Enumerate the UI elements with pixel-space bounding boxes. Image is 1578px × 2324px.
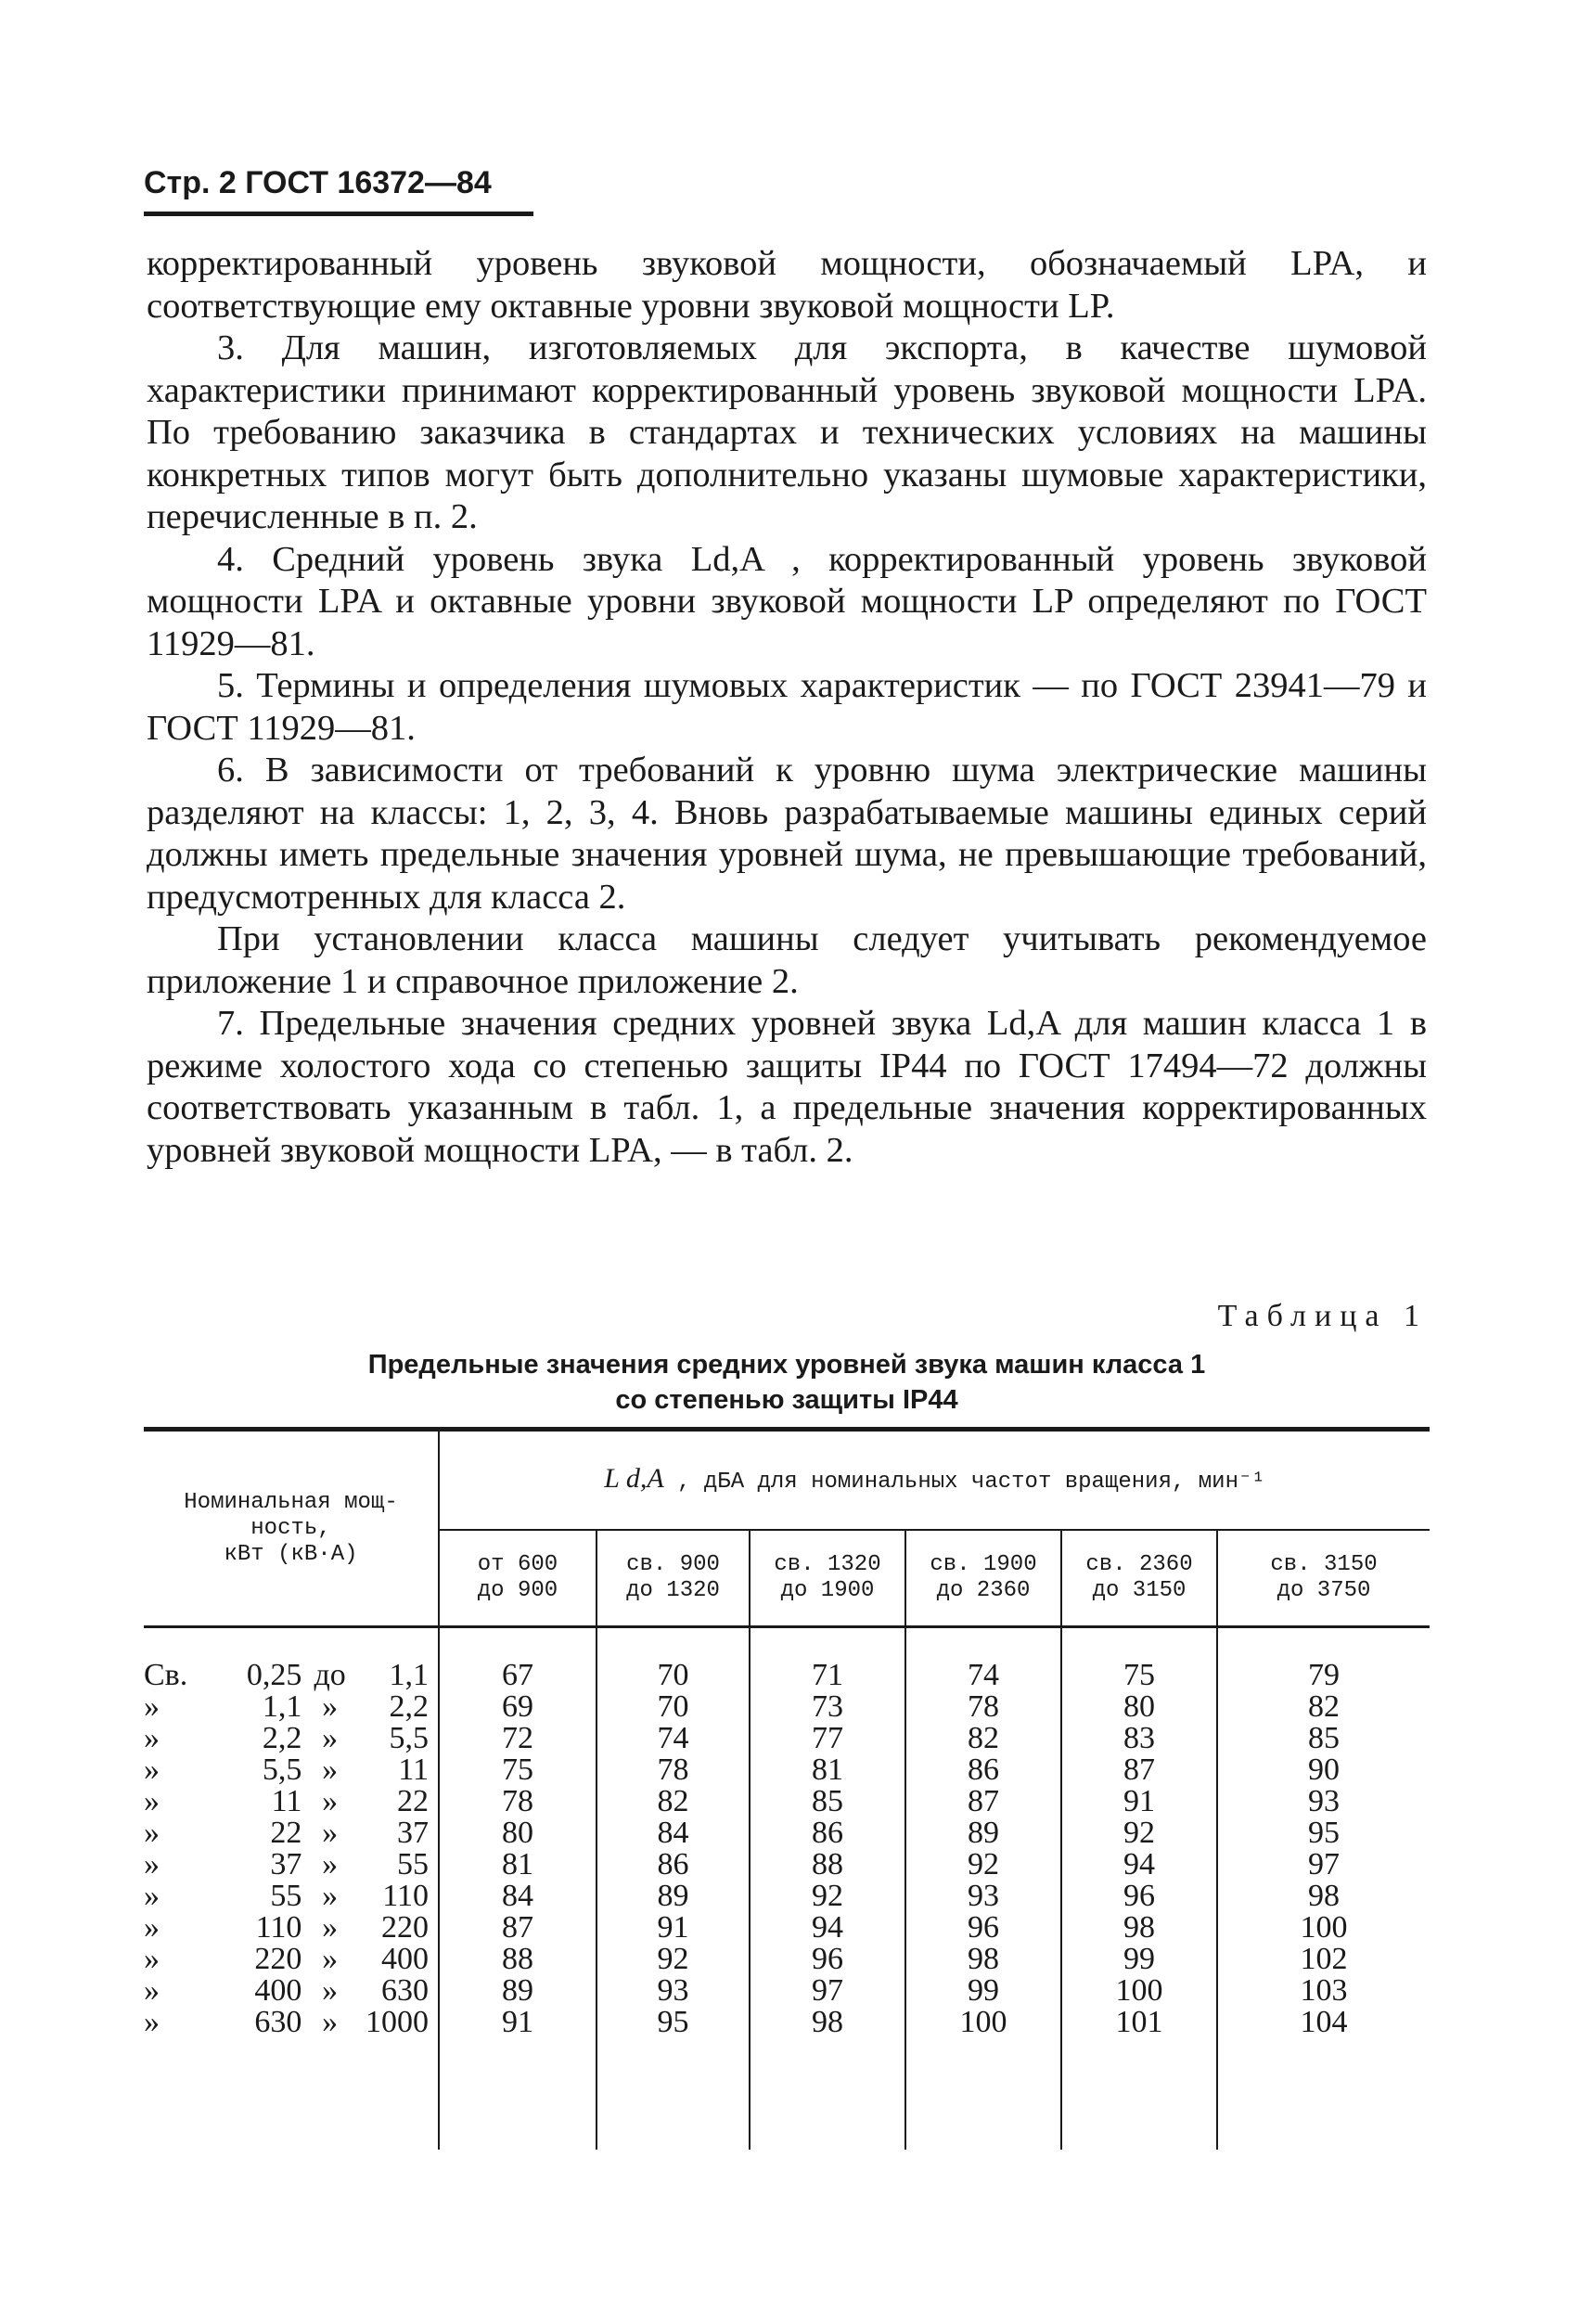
sound-level-cell: 84 xyxy=(597,1817,750,1849)
power-range-mid: » xyxy=(322,1784,339,1818)
power-range-from: 5,5 xyxy=(262,1753,302,1787)
table-label: Таблица 1 xyxy=(1217,1299,1428,1333)
table-body xyxy=(144,1627,1430,2151)
sound-level-cell: 104 xyxy=(1300,2005,1348,2039)
sound-level-cell: 72 xyxy=(439,1723,597,1754)
power-range-from: 400 xyxy=(254,1973,302,2008)
header-rule xyxy=(144,212,533,216)
page-header: Стр. 2 ГОСТ 16372—84 xyxy=(144,165,492,200)
sound-level-cell: 86 xyxy=(750,1817,905,1849)
power-range-to: 630 xyxy=(380,1973,429,2008)
power-range-mid: до xyxy=(314,1658,346,1692)
sound-level-cell: 96 xyxy=(750,1944,905,1975)
power-range-from: 1,1 xyxy=(262,1689,302,1724)
sound-level-cell: 96 xyxy=(905,1912,1061,1944)
sound-level-cell: 86 xyxy=(597,1849,750,1881)
sound-level-cell: 82 xyxy=(905,1723,1061,1754)
sound-level-cell: 77 xyxy=(750,1723,905,1754)
sound-level-cell: 87 xyxy=(1061,1754,1217,1786)
power-range-pre: » xyxy=(144,1942,160,1976)
sound-level-cell: 91 xyxy=(1061,1786,1217,1817)
sound-level-cell: 92 xyxy=(905,1849,1061,1881)
table-title-line: Предельные значения средних уровней звука машин класса 1 xyxy=(367,1350,1206,1380)
ld-symbol: L d,A xyxy=(604,1462,664,1494)
power-range-to: 55 xyxy=(396,1847,429,1881)
power-range-cell xyxy=(144,1660,439,1691)
power-range-pre: » xyxy=(144,1816,160,1850)
sound-level-cell: 93 xyxy=(597,1975,750,2007)
power-range-mid: » xyxy=(322,1816,339,1850)
power-column-header: Номинальная мощ- ность, кВт (кВ·А) xyxy=(144,1430,439,1627)
power-range-from: 0,25 xyxy=(246,1658,302,1692)
paragraph: корректированный уровень звуковой мощности, обозначаемый LPA, и соответствующие ему октавные уровни звуковой мощности LP. xyxy=(147,244,1427,326)
sound-level-cell: 82 xyxy=(597,1786,750,1817)
sound-level-cell: 85 xyxy=(1308,1721,1341,1755)
sound-level-cell: 70 xyxy=(597,1660,750,1691)
sound-level-cell: 84 xyxy=(439,1881,597,1912)
sound-level-cell: 94 xyxy=(750,1912,905,1944)
sound-level-cell: 71 xyxy=(750,1660,905,1691)
table-row xyxy=(144,1881,1430,1912)
power-range-mid: » xyxy=(322,1879,339,1913)
power-range-mid: » xyxy=(322,1973,339,2008)
paragraph: 4. Средний уровень звука Ld,A , корректированный уровень звуковой мощности LPA и октавные уровни звуковой мощности LP определяют по ГОСТ 11929—81. xyxy=(147,539,1427,663)
sound-level-cell: 98 xyxy=(1308,1879,1341,1913)
sound-level-cell: 78 xyxy=(439,1786,597,1817)
table-row xyxy=(144,1786,1430,1817)
power-range-from: 110 xyxy=(255,1910,302,1945)
sound-level-cell: 93 xyxy=(1308,1784,1341,1818)
power-range-cell xyxy=(144,1975,439,2007)
sound-level-cell: 75 xyxy=(439,1754,597,1786)
power-range-mid: » xyxy=(322,1910,339,1945)
sound-level-cell: 78 xyxy=(905,1691,1061,1723)
table-row xyxy=(144,1817,1430,1849)
sound-level-cell: 79 xyxy=(1308,1658,1341,1692)
sound-level-cell: 85 xyxy=(750,1786,905,1817)
power-range-from: 220 xyxy=(254,1942,302,1976)
sound-level-cell: 89 xyxy=(439,1975,597,2007)
paragraph: 7. Предельные значения средних уровней звука Ld,A для машин класса 1 в режиме холостого хода со степенью защиты IP44 по ГОСТ 17494—72 должны соответствовать указанным в табл. 1, а предельные значения корректированных уровней звуковой мощности LPA, — в табл. 2. xyxy=(147,1004,1427,1170)
sound-level-cell: 99 xyxy=(905,1975,1061,2007)
power-range-to: 37 xyxy=(396,1816,429,1850)
power-range-cell xyxy=(144,1817,439,1849)
sound-level-cell: 101 xyxy=(1061,2007,1217,2038)
sound-level-cell: 69 xyxy=(439,1691,597,1723)
power-range-cell xyxy=(144,1754,439,1786)
sound-level-cell: 91 xyxy=(597,1912,750,1944)
power-range-to: 110 xyxy=(382,1879,429,1913)
sound-level-cell: 99 xyxy=(1061,1944,1217,1975)
table-title-line: со степенью защиты IP44 xyxy=(615,1385,958,1415)
sound-level-cell: 70 xyxy=(597,1691,750,1723)
table-row xyxy=(144,1723,1430,1754)
sound-level-cell: 81 xyxy=(750,1754,905,1786)
sound-level-cell: 80 xyxy=(439,1817,597,1849)
sound-level-cell: 95 xyxy=(1308,1816,1341,1850)
freq-header: от 600 до 900 xyxy=(439,1530,597,1627)
sound-level-cell: 87 xyxy=(905,1786,1061,1817)
power-range-pre: » xyxy=(144,1689,160,1724)
table-row xyxy=(144,1912,1430,1944)
power-range-pre: » xyxy=(144,1879,160,1913)
power-range-pre: » xyxy=(144,2005,160,2039)
sound-level-cell: 75 xyxy=(1061,1660,1217,1691)
power-range-mid: » xyxy=(322,1753,339,1787)
power-range-to: 400 xyxy=(380,1942,429,1976)
power-range-to: 2,2 xyxy=(389,1689,429,1724)
power-range-to: 22 xyxy=(396,1784,429,1818)
sound-level-cell: 97 xyxy=(750,1975,905,2007)
power-range-pre: Св. xyxy=(144,1658,188,1692)
freq-header: св. 3150 до 3750 xyxy=(1217,1530,1430,1627)
freq-header: св. 2360 до 3150 xyxy=(1061,1530,1217,1627)
table-row xyxy=(144,1754,1430,1786)
power-range-cell xyxy=(144,1691,439,1723)
power-range-pre: » xyxy=(144,1973,160,2008)
sound-level-cell: 100 xyxy=(1061,1975,1217,2007)
power-range-pre: » xyxy=(144,1910,160,1945)
table-row xyxy=(144,1691,1430,1723)
sound-level-cell: 83 xyxy=(1061,1723,1217,1754)
power-range-to: 1,1 xyxy=(389,1658,429,1692)
paragraph: 6. В зависимости от требований к уровню шума электрические машины разделяют на классы: 1, 2, 3, 4. Вновь разрабатываемые машины единых серий должны иметь предельные значения уровней шума, не превышающие требований, предусмотренных для класса 2. xyxy=(147,751,1427,917)
power-range-from: 630 xyxy=(254,2005,302,2039)
sound-level-cell: 91 xyxy=(439,2007,597,2038)
power-range-cell xyxy=(144,1881,439,1912)
power-range-cell xyxy=(144,1849,439,1881)
power-range-mid: » xyxy=(322,1942,339,1976)
sound-level-cell: 100 xyxy=(1300,1910,1348,1945)
power-range-pre: » xyxy=(144,1847,160,1881)
power-range-cell xyxy=(144,1944,439,1975)
power-range-from: 55 xyxy=(270,1879,302,1913)
sound-level-cell: 89 xyxy=(597,1881,750,1912)
power-range-cell xyxy=(144,1723,439,1754)
power-range-to: 5,5 xyxy=(389,1721,429,1755)
freq-header: св. 1320 до 1900 xyxy=(750,1530,905,1627)
sound-level-cell: 82 xyxy=(1308,1689,1341,1724)
power-range-to: 1000 xyxy=(365,2005,429,2039)
paragraph: 3. Для машин, изготовляемых для экспорта, в качестве шумовой характеристики принимают корректированный уровень звуковой мощности LPA. По требованию заказчика в стандартах и технических условиях на машины конкретных типов могут быть дополнительно указаны шумовые характеристики, перечисленные в п. 2. xyxy=(147,328,1427,536)
sound-level-cell: 92 xyxy=(597,1944,750,1975)
sound-level-cell: 98 xyxy=(750,2007,905,2038)
table-row xyxy=(144,1975,1430,2007)
sound-level-cell: 86 xyxy=(905,1754,1061,1786)
sound-level-cell: 73 xyxy=(750,1691,905,1723)
sound-level-cell: 95 xyxy=(597,2007,750,2038)
sound-level-cell: 74 xyxy=(597,1723,750,1754)
sound-level-cell: 92 xyxy=(750,1881,905,1912)
power-range-mid: » xyxy=(322,2005,339,2039)
sound-level-cell: 103 xyxy=(1300,1973,1348,2008)
noise-limits-table xyxy=(144,1427,1430,2150)
power-range-pre: » xyxy=(144,1721,160,1755)
table-row xyxy=(144,1849,1430,1881)
paragraph: 5. Термины и определения шумовых характеристик — по ГОСТ 23941—79 и ГОСТ 11929—81. xyxy=(147,666,1427,748)
power-range-cell xyxy=(144,2007,439,2038)
power-range-to: 11 xyxy=(398,1753,429,1787)
sound-level-cell: 87 xyxy=(439,1912,597,1944)
sound-level-header xyxy=(439,1430,1430,1531)
freq-header: св. 900 до 1320 xyxy=(597,1530,750,1627)
sound-level-cell: 98 xyxy=(1061,1912,1217,1944)
power-range-pre: » xyxy=(144,1753,160,1787)
sound-level-cell: 92 xyxy=(1061,1817,1217,1849)
sound-level-cell: 98 xyxy=(905,1944,1061,1975)
power-range-from: 2,2 xyxy=(262,1721,302,1755)
power-range-pre: » xyxy=(144,1784,160,1818)
table-row xyxy=(144,2007,1430,2038)
sound-level-cell: 80 xyxy=(1061,1691,1217,1723)
freq-header: св. 1900 до 2360 xyxy=(905,1530,1061,1627)
table-title xyxy=(144,1347,1430,1418)
power-range-mid: » xyxy=(322,1689,339,1724)
sound-level-cell: 67 xyxy=(439,1660,597,1691)
sound-level-cell: 74 xyxy=(905,1660,1061,1691)
power-range-cell xyxy=(144,1912,439,1944)
ld-header-text: , дБА для номинальных частот вращения, мин⁻¹ xyxy=(677,1469,1265,1495)
sound-level-cell: 81 xyxy=(439,1849,597,1881)
body-text xyxy=(147,243,1427,1172)
sound-level-cell: 93 xyxy=(905,1881,1061,1912)
paragraph: При установлении класса машины следует учитывать рекомендуемое приложение 1 и справочное приложение 2. xyxy=(147,919,1427,1001)
sound-level-cell: 88 xyxy=(750,1849,905,1881)
sound-level-cell: 94 xyxy=(1061,1849,1217,1881)
power-range-from: 11 xyxy=(271,1784,302,1818)
sound-level-cell: 100 xyxy=(905,2007,1061,2038)
sound-level-cell: 89 xyxy=(905,1817,1061,1849)
power-range-cell xyxy=(144,1786,439,1817)
sound-level-cell: 90 xyxy=(1308,1753,1341,1787)
power-range-to: 220 xyxy=(380,1910,429,1945)
sound-level-cell: 88 xyxy=(439,1944,597,1975)
power-range-from: 22 xyxy=(270,1816,302,1850)
sound-level-cell: 102 xyxy=(1300,1942,1348,1976)
table-row xyxy=(144,1660,1430,1691)
power-range-mid: » xyxy=(322,1721,339,1755)
sound-level-cell: 97 xyxy=(1308,1847,1341,1881)
power-range-mid: » xyxy=(322,1847,339,1881)
sound-level-cell: 96 xyxy=(1061,1881,1217,1912)
table-row xyxy=(144,1944,1430,1975)
sound-level-cell: 78 xyxy=(597,1754,750,1786)
power-range-from: 37 xyxy=(270,1847,302,1881)
